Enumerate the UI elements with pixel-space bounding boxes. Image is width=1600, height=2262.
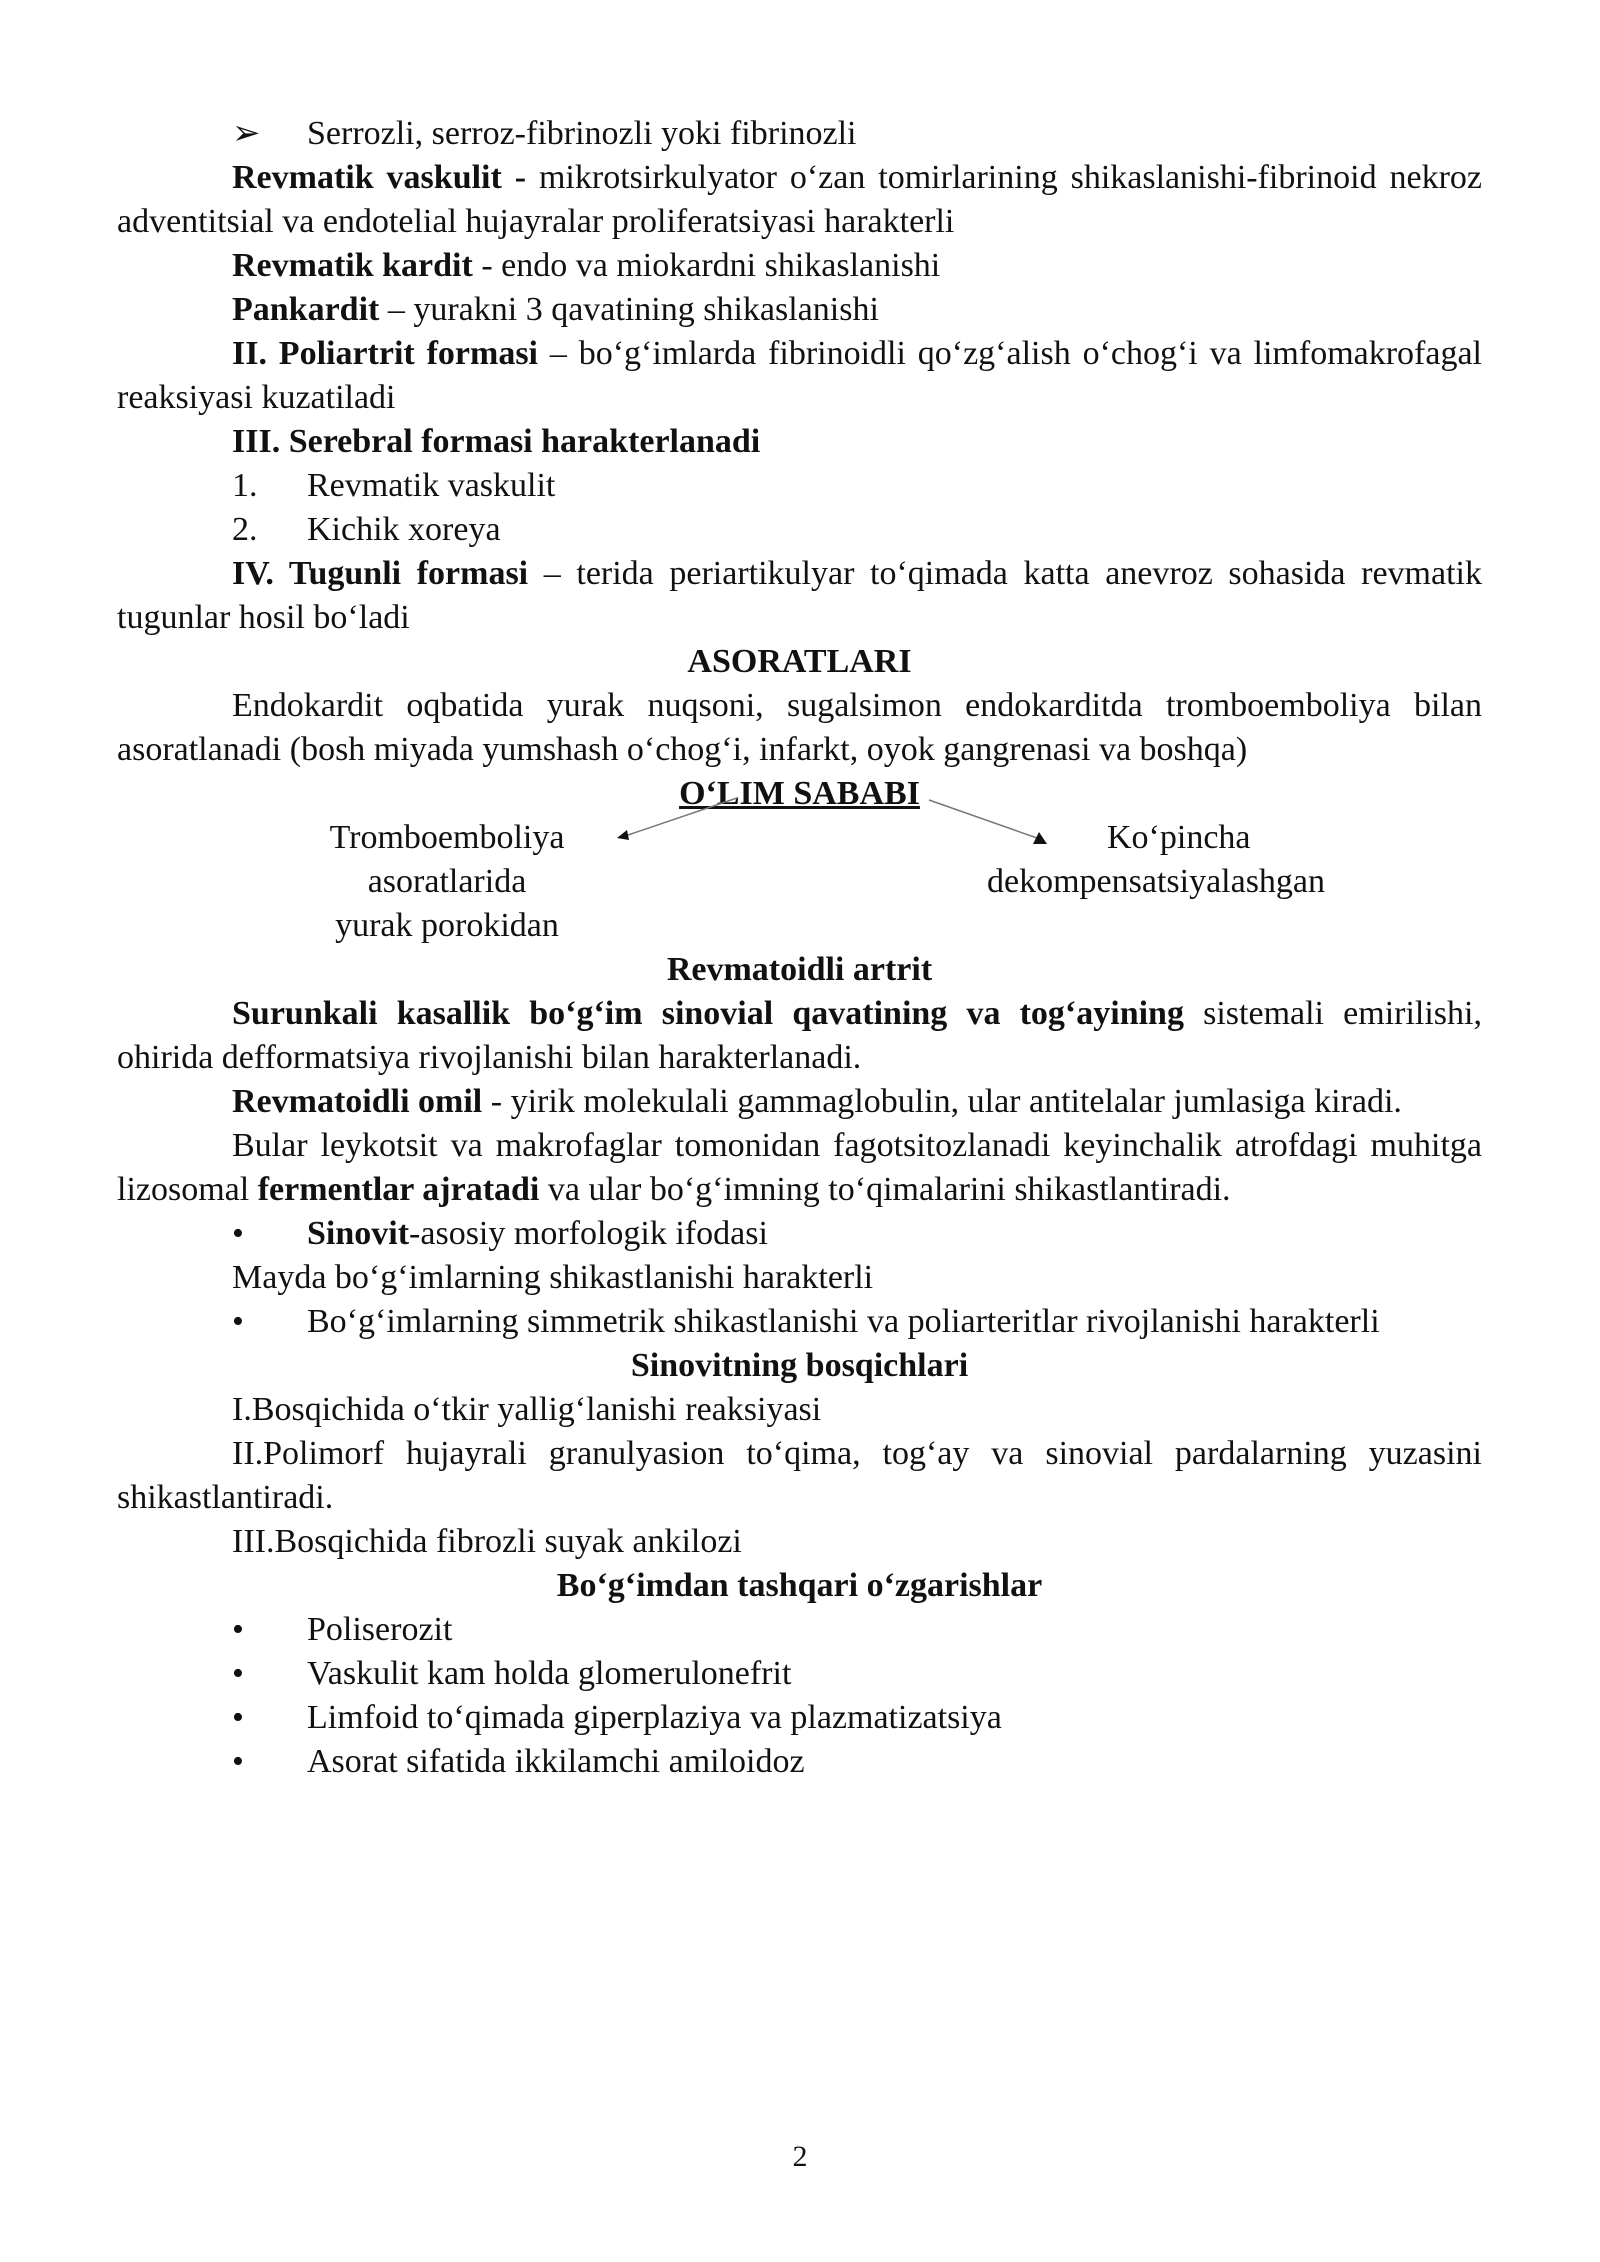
bullet-icon: • xyxy=(232,1303,244,1340)
list-item-text: Serrozli, serroz-fibrinozli yoki fibrinozli xyxy=(307,115,857,152)
bullet-item xyxy=(117,1212,1482,1256)
stage-item: II.Polimorf hujayrali granulyasion to‘qima, tog‘ay va sinovial pardalarning yuzasini shikastlantiradi. xyxy=(117,1435,1482,1516)
term: Revmatik vaskulit - xyxy=(232,159,527,196)
item-number: 2. xyxy=(232,511,258,548)
diagram-left-line: asoratlarida xyxy=(367,863,527,900)
bullet-text: Asorat sifatida ikkilamchi amiloidoz xyxy=(307,1743,805,1780)
bullet-icon: • xyxy=(232,1611,244,1648)
paragraph-poliartrit xyxy=(117,332,1482,420)
term: Revmatik kardit xyxy=(232,247,473,284)
stage-item: III.Bosqichida fibrozli suyak ankilozi xyxy=(232,1523,742,1560)
bullet-item xyxy=(117,1696,1482,1740)
text: Bular leykotsit va makrofaglar tomonidan fagotsitozlanadi keyinchalik atrofdagi muhitga lizosomal xyxy=(117,1127,1482,1208)
item-text: Revmatik vaskulit xyxy=(307,467,556,504)
bullet-item xyxy=(117,1608,1482,1652)
term: fermentlar ajratadi xyxy=(257,1171,540,1208)
definition: – bo‘g‘imlarda fibrinoidli qo‘zg‘alish o‘chog‘i va limfomakrofagal reaksiyasi kuzatiladi xyxy=(117,335,1483,416)
definition: sistemali emirilishi, ohirida defformatsiya rivojlanishi bilan harakterlanadi. xyxy=(117,995,1482,1076)
definition: - yirik molekulali gammaglobulin, ular antitelalar jumlasiga kiradi. xyxy=(482,1083,1402,1120)
heading-asoratlari: ASORATLARI xyxy=(687,643,912,680)
text: va ular bo‘g‘imning to‘qimalarini shikastlantiradi. xyxy=(539,1171,1231,1208)
heading-serebral: III. Serebral formasi harakterlanadi xyxy=(232,423,761,460)
definition: - endo va miokardni shikaslanishi xyxy=(472,247,941,284)
page-number: 2 xyxy=(792,2140,808,2173)
stage-item: I.Bosqichida o‘tkir yallig‘lanishi reaksiyasi xyxy=(232,1391,822,1428)
paragraph-asoratlari: Endokardit oqbatida yurak nuqsoni, sugalsimon endokarditda tromboemboliya bilan asoratlanadi (bosh miyada yumshash o‘chog‘i, infarkt, oyok gangrenasi va boshqa) xyxy=(117,687,1482,768)
list-item xyxy=(117,112,1482,156)
paragraph-tugunli xyxy=(117,552,1482,640)
heading-sinovit-bosqichlari: Sinovitning bosqichlari xyxy=(630,1347,969,1384)
definition: -asosiy morfologik ifodasi xyxy=(409,1215,768,1252)
paragraph-kardit xyxy=(117,244,1482,288)
bullet-icon: • xyxy=(232,1215,244,1252)
bullet-text: Bo‘g‘imlarning simmetrik shikastlanishi va poliarteritlar rivojlanishi harakterli xyxy=(307,1303,1380,1340)
heading-revmatoidli-artrit: Revmatoidli artrit xyxy=(666,951,933,988)
bullet-item xyxy=(117,1740,1482,1784)
diagram-right-line: dekompensatsiyalashgan xyxy=(987,863,1326,900)
term: Surunkali kasallik bo‘g‘im sinovial qavatining va tog‘ayining xyxy=(232,995,1184,1032)
heading-olim-sababi: O‘LIM SABABI xyxy=(679,775,920,812)
diagram-right-line: Ko‘pincha xyxy=(1107,819,1251,856)
definition: mikrotsirkulyator o‘zan tomirlarining shikaslanishi-fibrinoid nekroz adventitsial va endotelial hujayralar proliferatsiyasi harakterli xyxy=(117,159,1482,240)
term: Pankardit xyxy=(232,291,380,328)
bullet-icon: • xyxy=(232,1699,244,1736)
paragraph-revmatoidli-omil xyxy=(117,1080,1482,1124)
bullet-text: Vaskulit kam holda glomerulonefrit xyxy=(307,1655,792,1692)
diagram-right-box xyxy=(987,816,1600,904)
diagram-left-line: Tromboemboliya xyxy=(329,819,565,856)
paragraph-surunkali xyxy=(117,992,1482,1080)
bullet-item xyxy=(117,1300,1482,1344)
item-number: 1. xyxy=(232,467,258,504)
term: II. Poliartrit formasi xyxy=(232,335,539,372)
numbered-item xyxy=(117,508,1482,552)
paragraph-pankardit xyxy=(117,288,1482,332)
diagram-left-line: yurak porokidan xyxy=(335,907,559,944)
bullet-text: Poliserozit xyxy=(307,1611,453,1648)
paragraph-fagotsitoz xyxy=(117,1124,1482,1212)
term: Sinovit xyxy=(307,1215,410,1252)
definition: – yurakni 3 qavatining shikaslanishi xyxy=(379,291,879,328)
bullet-icon: • xyxy=(232,1743,244,1780)
term: IV. Tugunli formasi xyxy=(232,555,529,592)
arrowhead-left-icon xyxy=(617,830,629,840)
item-text: Kichik xoreya xyxy=(307,511,501,548)
bullet-text: Limfoid to‘qimada giperplaziya va plazmatizatsiya xyxy=(307,1699,1002,1736)
definition: – terida periartikulyar to‘qimada katta anevroz sohasida revmatik tugunlar hosil bo‘ladi xyxy=(117,555,1482,636)
olim-sababi-diagram xyxy=(117,816,1482,948)
arrow-bullet-icon: ➢ xyxy=(232,115,261,152)
term: Revmatoidli omil xyxy=(232,1083,483,1120)
paragraph-mayda: Mayda bo‘g‘imlarning shikastlanishi harakterli xyxy=(232,1259,874,1296)
document-page xyxy=(117,112,1482,1784)
heading-bogimdan-tashqari: Bo‘g‘imdan tashqari o‘zgarishlar xyxy=(556,1567,1043,1604)
paragraph-vaskulit xyxy=(117,156,1482,244)
numbered-item xyxy=(117,464,1482,508)
bullet-icon: • xyxy=(232,1655,244,1692)
diagram-left-box xyxy=(312,816,582,948)
arrow-left xyxy=(625,798,737,836)
bullet-item xyxy=(117,1652,1482,1696)
